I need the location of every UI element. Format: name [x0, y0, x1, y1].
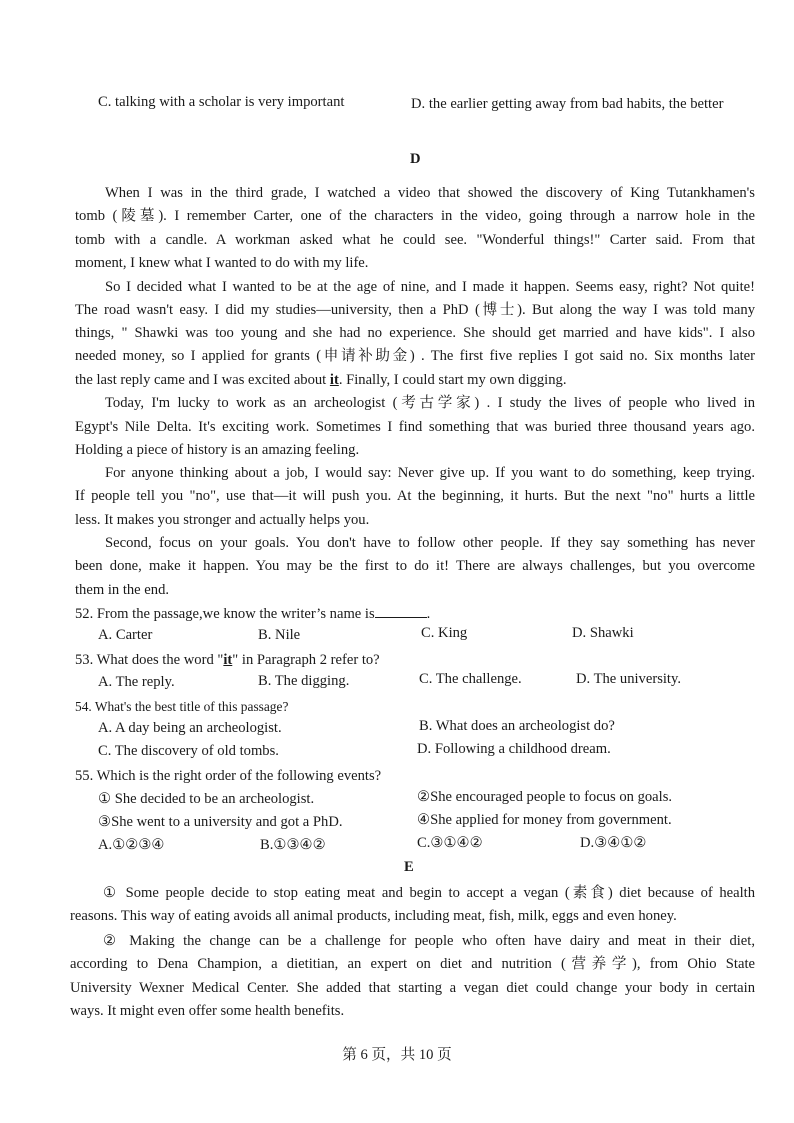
q53-underlined-it: it [223, 652, 233, 668]
d-p2-line-1: So I decided what I wanted to be at the age of nine, and I made it happen. Seems easy, right? Not quite! [105, 279, 755, 295]
d-p2-line-5-before: the last reply came and I was excited about [75, 372, 330, 388]
q52-option-b[interactable]: B. Nile [258, 627, 301, 643]
prev-option-c: C. talking with a scholar is very important [98, 94, 345, 110]
d-p5-line-3: them in the end. [75, 582, 170, 598]
d-p2-line-3: things, " Shawki was too young and she had no experience. She should get married and have kids". I also [75, 325, 755, 341]
q52-option-c[interactable]: C. King [421, 625, 468, 641]
prev-option-d: D. the earlier getting away from bad habits, the better [411, 96, 724, 112]
q55-option-a[interactable]: A.①②③④ [98, 837, 165, 853]
d-p5-line-1: Second, focus on your goals. You don't have to follow other people. If they say something has never [105, 535, 755, 551]
d-p2-line-4: needed money, so I applied for grants (申请补助金) . The first five replies I got said no. Six months later [75, 348, 755, 364]
page-footer: 第 6 页，共 10 页 [342, 1047, 452, 1063]
d-p4-line-1: For anyone thinking about a job, I would say: Never give up. If you want to do something, keep trying. [105, 465, 755, 481]
e-p1-line-2: reasons. This way of eating avoids all animal products, including meat, fish, milk, eggs and even honey. [70, 908, 677, 924]
q54-option-b[interactable]: B. What does an archeologist do? [419, 718, 615, 734]
d-p3-line-1: Today, I'm lucky to work as an archeologist (考古学家) . I study the lives of people who lived in [105, 395, 755, 411]
q55-option-c[interactable]: C.③①④② [417, 835, 483, 851]
d-p1-line-3: tomb with a candle. A workman asked what he could see. "Wonderful things!" Carter said. From that [75, 232, 755, 248]
q55-option-b[interactable]: B.①③④② [260, 837, 326, 853]
q53-stem [75, 650, 380, 670]
q54-option-d[interactable]: D. Following a childhood dream. [417, 741, 611, 757]
q52-option-a[interactable]: A. Carter [98, 627, 153, 643]
q53-option-d[interactable]: D. The university. [576, 671, 681, 687]
d-p2-underlined-it: it [329, 372, 339, 388]
q52-stem [75, 603, 430, 624]
d-p3-line-3: Holding a piece of history is an amazing feeling. [75, 442, 360, 458]
section-d-title: D [410, 151, 421, 167]
e-p2-line-4: ways. It might even offer some health benefits. [70, 1003, 345, 1019]
q53-stem-after: " in Paragraph 2 refer to? [232, 652, 380, 668]
q52-stem-text: 52. From the passage,we know the writer’s name is [75, 606, 375, 622]
q55-option-d[interactable]: D.③④①② [580, 835, 647, 851]
q55-event-4: ④She applied for money from government. [417, 812, 672, 828]
d-p2-line-2: The road wasn't easy. I did my studies—university, then a PhD (博士). But along the way I was told many [75, 302, 755, 318]
q53-stem-before: 53. What does the word " [75, 652, 224, 668]
section-e-title: E [404, 859, 414, 875]
d-p5-line-2: been done, make it happen. You may be the first to do it! There are always challenges, but you overcome [75, 558, 755, 574]
d-p1-line-4: moment, I knew what I wanted to do with my life. [75, 255, 369, 271]
q55-stem: 55. Which is the right order of the following events? [75, 768, 382, 784]
q55-event-2: ②She encouraged people to focus on goals. [417, 789, 673, 805]
d-p1-line-2: tomb (陵墓). I remember Carter, one of the characters in the video, going through a narrow hole in the [75, 208, 755, 224]
d-p4-line-3: less. It makes you stronger and actually helps you. [75, 512, 370, 528]
e-p2-line-2: according to Dena Champion, a dietitian, an expert on diet and nutrition (营养学), from Ohio State [70, 956, 755, 972]
d-p1-line-1: When I was in the third grade, I watched a video that showed the discovery of King Tutankhamen's [105, 185, 755, 201]
q54-option-c[interactable]: C. The discovery of old tombs. [98, 743, 279, 759]
q54-option-a[interactable]: A. A day being an archeologist. [98, 720, 282, 736]
q55-event-3: ③She went to a university and got a PhD. [98, 814, 343, 830]
e-p1-line-1: ① Some people decide to stop eating meat and begin to accept a vegan (素食) diet because of health [103, 885, 755, 901]
d-p2-line-5-after: . Finally, I could start my own digging. [338, 372, 567, 388]
q53-option-a[interactable]: A. The reply. [98, 674, 175, 690]
d-p4-line-2: If people tell you "no", use that—it will push you. At the beginning, it hurts. But the next "no" hurts a little [75, 488, 755, 504]
q53-option-c[interactable]: C. The challenge. [419, 671, 522, 687]
e-p2-line-3: University Wexner Medical Center. She added that starting a vegan diet could change your body in certain [70, 980, 755, 996]
q54-stem: 54. What's the best title of this passage? [75, 699, 289, 714]
d-p3-line-2: Egypt's Nile Delta. It's exciting work. Sometimes I find something that was buried three thousand years ago. [75, 419, 755, 435]
q52-stem-end: . [426, 606, 431, 622]
d-p2-line-5 [75, 370, 566, 390]
e-p2-line-1: ② Making the change can be a challenge for people who often have dairy and meat in their diet, [103, 933, 755, 949]
q52-option-d[interactable]: D. Shawki [572, 625, 634, 641]
q53-option-b[interactable]: B. The digging. [258, 673, 350, 689]
q55-event-1: ① She decided to be an archeologist. [98, 791, 315, 807]
q52-answer-blank[interactable] [375, 603, 427, 618]
